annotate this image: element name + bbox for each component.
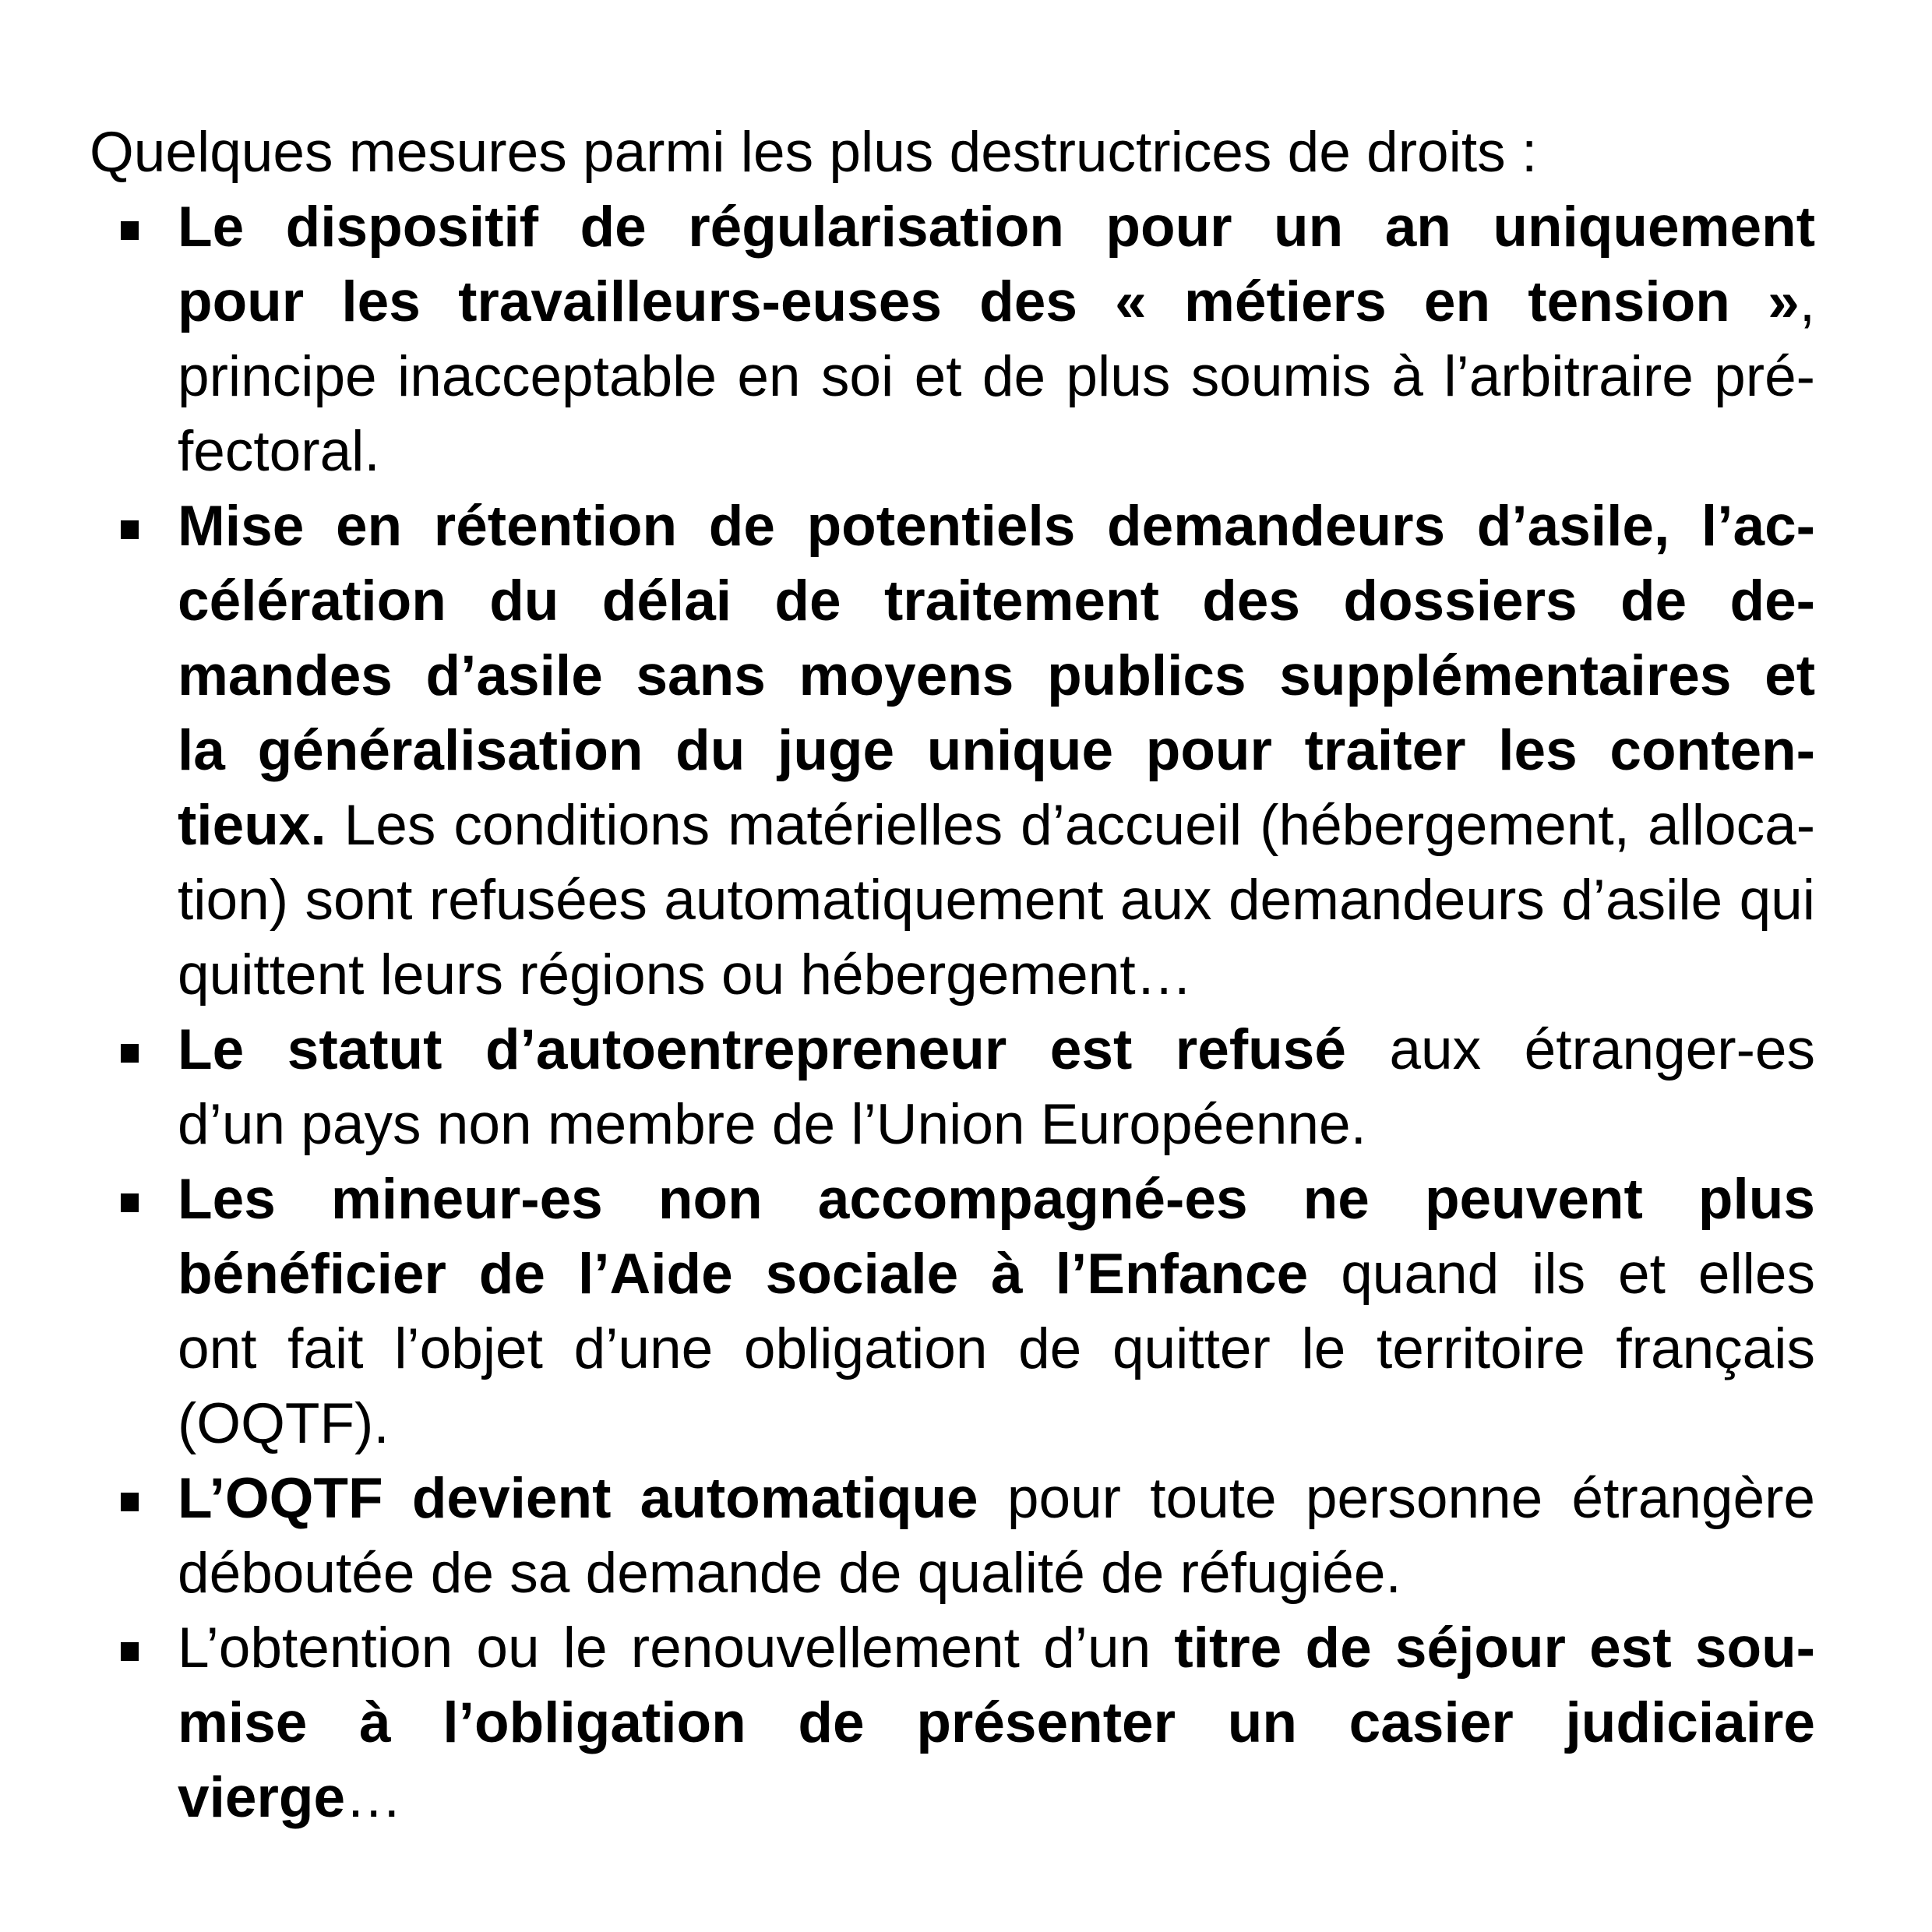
text-segment: L’obtention ou le renouvellement d’un (178, 1616, 1175, 1680)
bullet-line (90, 1013, 1815, 1088)
text-segment: , (1799, 270, 1815, 333)
text-segment: pour les travailleurs-euses des « métiers en tension » (178, 270, 1800, 333)
text-segment: Mise en rétention de potentiels demandeurs d’asile, l’ac- (178, 495, 1815, 558)
text-line (90, 1387, 1815, 1461)
text-segment: Quelques mesures parmi les plus destructrices de droits : (90, 121, 1538, 184)
text-line (90, 115, 1815, 190)
text-segment: tieux. (178, 794, 326, 857)
text-segment: la généralisation du juge unique pour traiter les conten- (178, 719, 1815, 782)
text-segment: Les mineur-es non accompagné-es ne peuvent plus (178, 1168, 1815, 1231)
text-line (90, 564, 1815, 639)
document-text (90, 115, 1815, 1835)
text-line (90, 863, 1815, 938)
bullet-square-icon (121, 1044, 139, 1063)
text-segment: pour toute personne étrangère (978, 1467, 1815, 1530)
text-segment: déboutée de sa demande de qualité de réfugiée. (178, 1542, 1401, 1605)
text-segment: mandes d’asile sans moyens publics supplémentaires et (178, 644, 1815, 707)
text-segment: Le dispositif de régularisation pour un an uniquement (178, 196, 1815, 259)
text-segment: vierge (178, 1766, 346, 1829)
bullet-square-icon (121, 221, 139, 240)
text-segment: tion) sont refusées automatiquement aux demandeurs d’asile qui (178, 869, 1815, 932)
bullet-line (90, 190, 1815, 265)
bullet-line (90, 489, 1815, 564)
bullet-square-icon (121, 1193, 139, 1212)
text-line (90, 714, 1815, 788)
text-line (90, 1237, 1815, 1312)
bullet-line (90, 1611, 1815, 1686)
text-line (90, 938, 1815, 1013)
text-segment: principe inacceptable en soi et de plus soumis à l’arbitraire pré- (178, 345, 1815, 408)
text-segment: quittent leurs régions ou hébergement… (178, 943, 1193, 1007)
text-line (90, 1536, 1815, 1611)
text-segment: quand ils et elles (1308, 1243, 1815, 1306)
text-segment: célération du délai de traitement des dossiers de de- (178, 569, 1815, 633)
text-line (90, 340, 1815, 414)
text-line (90, 788, 1815, 863)
text-segment: bénéficier de l’Aide sociale à l’Enfance (178, 1243, 1309, 1306)
text-line (90, 1686, 1815, 1761)
text-line (90, 414, 1815, 489)
bullet-line (90, 1162, 1815, 1237)
text-segment: … (345, 1766, 403, 1829)
text-segment: L’OQTF devient automatique (178, 1467, 978, 1530)
bullet-line (90, 1461, 1815, 1536)
text-line (90, 639, 1815, 714)
bullet-square-icon (121, 1493, 139, 1511)
bullet-square-icon (121, 520, 139, 539)
text-segment: (OQTF). (178, 1392, 390, 1455)
text-segment: ont fait l’objet d’une obligation de quitter le territoire français (178, 1317, 1815, 1380)
text-line (90, 1088, 1815, 1162)
text-line (90, 1312, 1815, 1387)
bullet-square-icon (121, 1642, 139, 1661)
text-segment: titre de séjour est sou- (1174, 1616, 1815, 1680)
text-segment: d’un pays non membre de l’Union Européenne. (178, 1093, 1366, 1156)
text-segment: fectoral. (178, 420, 380, 483)
text-line (90, 1761, 1815, 1835)
text-segment: mise à l’obligation de présenter un casier judiciaire (178, 1691, 1815, 1754)
text-line (90, 265, 1815, 340)
text-segment: Le statut d’autoentrepreneur est refusé (178, 1018, 1346, 1081)
text-segment: Les conditions matérielles d’accueil (hébergement, alloca- (326, 794, 1815, 857)
text-segment: aux étranger-es (1345, 1018, 1815, 1081)
